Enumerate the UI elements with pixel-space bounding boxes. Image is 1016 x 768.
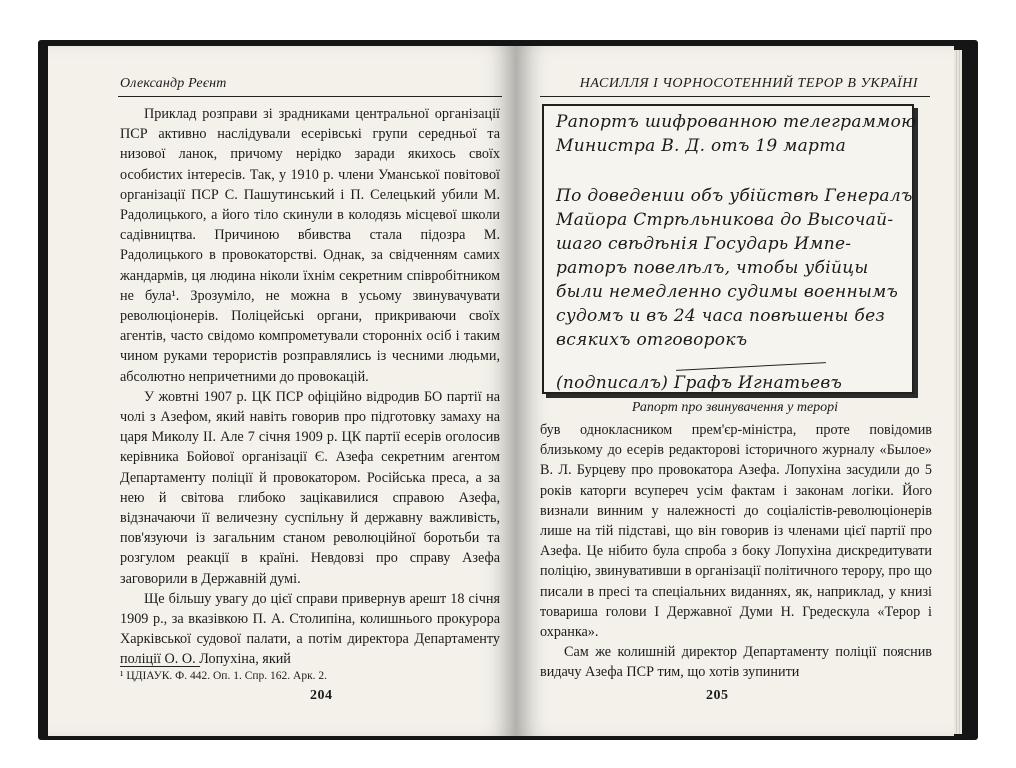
handwritten-line: Майора Стрѣльникова до Высочай- (556, 210, 894, 230)
paragraph: Ще більшу увагу до цієї справи привернув арешт 18 січня 1909 р., за вказівкою П. А. Столипіна, колишнього прокурора Харківської судової палати, а потім директора Департаменту поліції О. О. Лопухіна, який (120, 590, 500, 668)
left-page (48, 46, 516, 736)
right-page (516, 46, 954, 736)
handwritten-underline (676, 362, 826, 371)
handwritten-line: раторъ повелѣлъ, чтобы убійцы (556, 258, 869, 278)
open-book (30, 32, 980, 744)
page-number: 204 (310, 688, 333, 703)
header-rule (118, 96, 502, 97)
paragraph: Сам же колишній директор Департаменту поліції пояснив видачу Азефа ПСР тим, що хотів зупинити (540, 644, 932, 681)
running-head-title: НАСИЛЛЯ І ЧОРНОСОТЕННИЙ ТЕРОР В УКРАЇНІ (579, 76, 918, 91)
header-rule (540, 96, 930, 97)
handwritten-line: были немедленно судимы военнымъ (556, 282, 899, 302)
footnote-rule (120, 666, 200, 667)
paragraph: Приклад розправи зі зрадниками центральної організації ПСР активно наслідували есерівські групи середньої та низової ланок, причому нерідко заради якихось своїх особистих інтересів. Так, у 1910 р. члени Уманської повітової організації ПСР С. Пашутинський і П. Селецький убили М. Радолицького, а його тіло скинули в колодязь місцевої школи садівництва. Причиною вбивства стала підозра М. Радолицького в провокаторстві. Однак, за свідченням самих жандармів, ця людина ніколи їхнім секретним співробітником не була¹. Зрозуміло, не можна в усьому звинувачувати революціонерів. Поліцейські органи, прикриваючи своїх агентів, часто свідомо компрометували сторонніх осіб і таким чином руками терористів розправлялись із чесними людьми, абсолютно непричетними до провокацій. (120, 106, 500, 385)
handwritten-document-image (542, 104, 917, 394)
page-number: 205 (706, 688, 729, 703)
handwritten-line: Министра В. Д. отъ 19 марта (556, 136, 847, 156)
paragraph: У жовтні 1907 р. ЦК ПСР офіційно відродив БО партії на чолі з Азефом, який навіть говорив про підготовку замаху на царя Миколу ІІ. Але 7 січня 1909 р. ЦК партії есерів оголосив керівника Бойової організації Є. Азефа секретним агентом Департаменту поліції й провокатором. Російська преса, а за нею й світова глибоко зацікавилися справою Азефа, відзначаючи її величезну суспільну й державну важливість, пов'язуючи із загальним станом революційної боротьби та розгулом реакції в країні. Невдовзі про справу Азефа заговорили в Державній думі. (120, 388, 500, 587)
figure-caption: Рапорт про звинувачення у терорі (631, 400, 839, 415)
handwritten-signature-line: (подписалъ) Графъ Игнатьевъ (556, 373, 843, 393)
footnote: ¹ ЦДІАУК. Ф. 442. Оп. 1. Спр. 162. Арк. 2. (120, 670, 328, 682)
handwritten-line: Рапортъ шифрованною телеграммою (556, 112, 917, 132)
handwritten-line: всякихъ отговорокъ (556, 330, 748, 350)
running-head-author: Олександр Реєнт (120, 76, 227, 91)
handwritten-line: По доведении объ убійствѣ Генералъ (556, 186, 913, 206)
paragraph: був однокласником прем'єр-міністра, проте повідомив близькому до есерів редакторові історичного журналу «Былое» В. Л. Бурцеву про провокатора Азефа. Лопухіна засудили до 5 років каторги всупереч усім фактам і законам логіки. Його визнали винним у належності до соціалістів-революціонерів лише на тій підставі, що він говорив із членами цієї партії про Азефа. Це нібито була спроба з боку Лопухіна дискредитувати поліцію, звинувативши в організації політичного терору, про що писали в пресі та спеціальних виданнях, як, наприклад, у книзі товариша голови І Державної Думи Н. Гредескула «Терор і охранка». (540, 422, 932, 641)
handwritten-line: шаго свѣдѣнія Государь Импе- (556, 234, 852, 254)
left-body-text (120, 104, 500, 670)
right-body-text (540, 420, 932, 683)
handwritten-line: судомъ и въ 24 часа повѣшены без (556, 306, 886, 326)
